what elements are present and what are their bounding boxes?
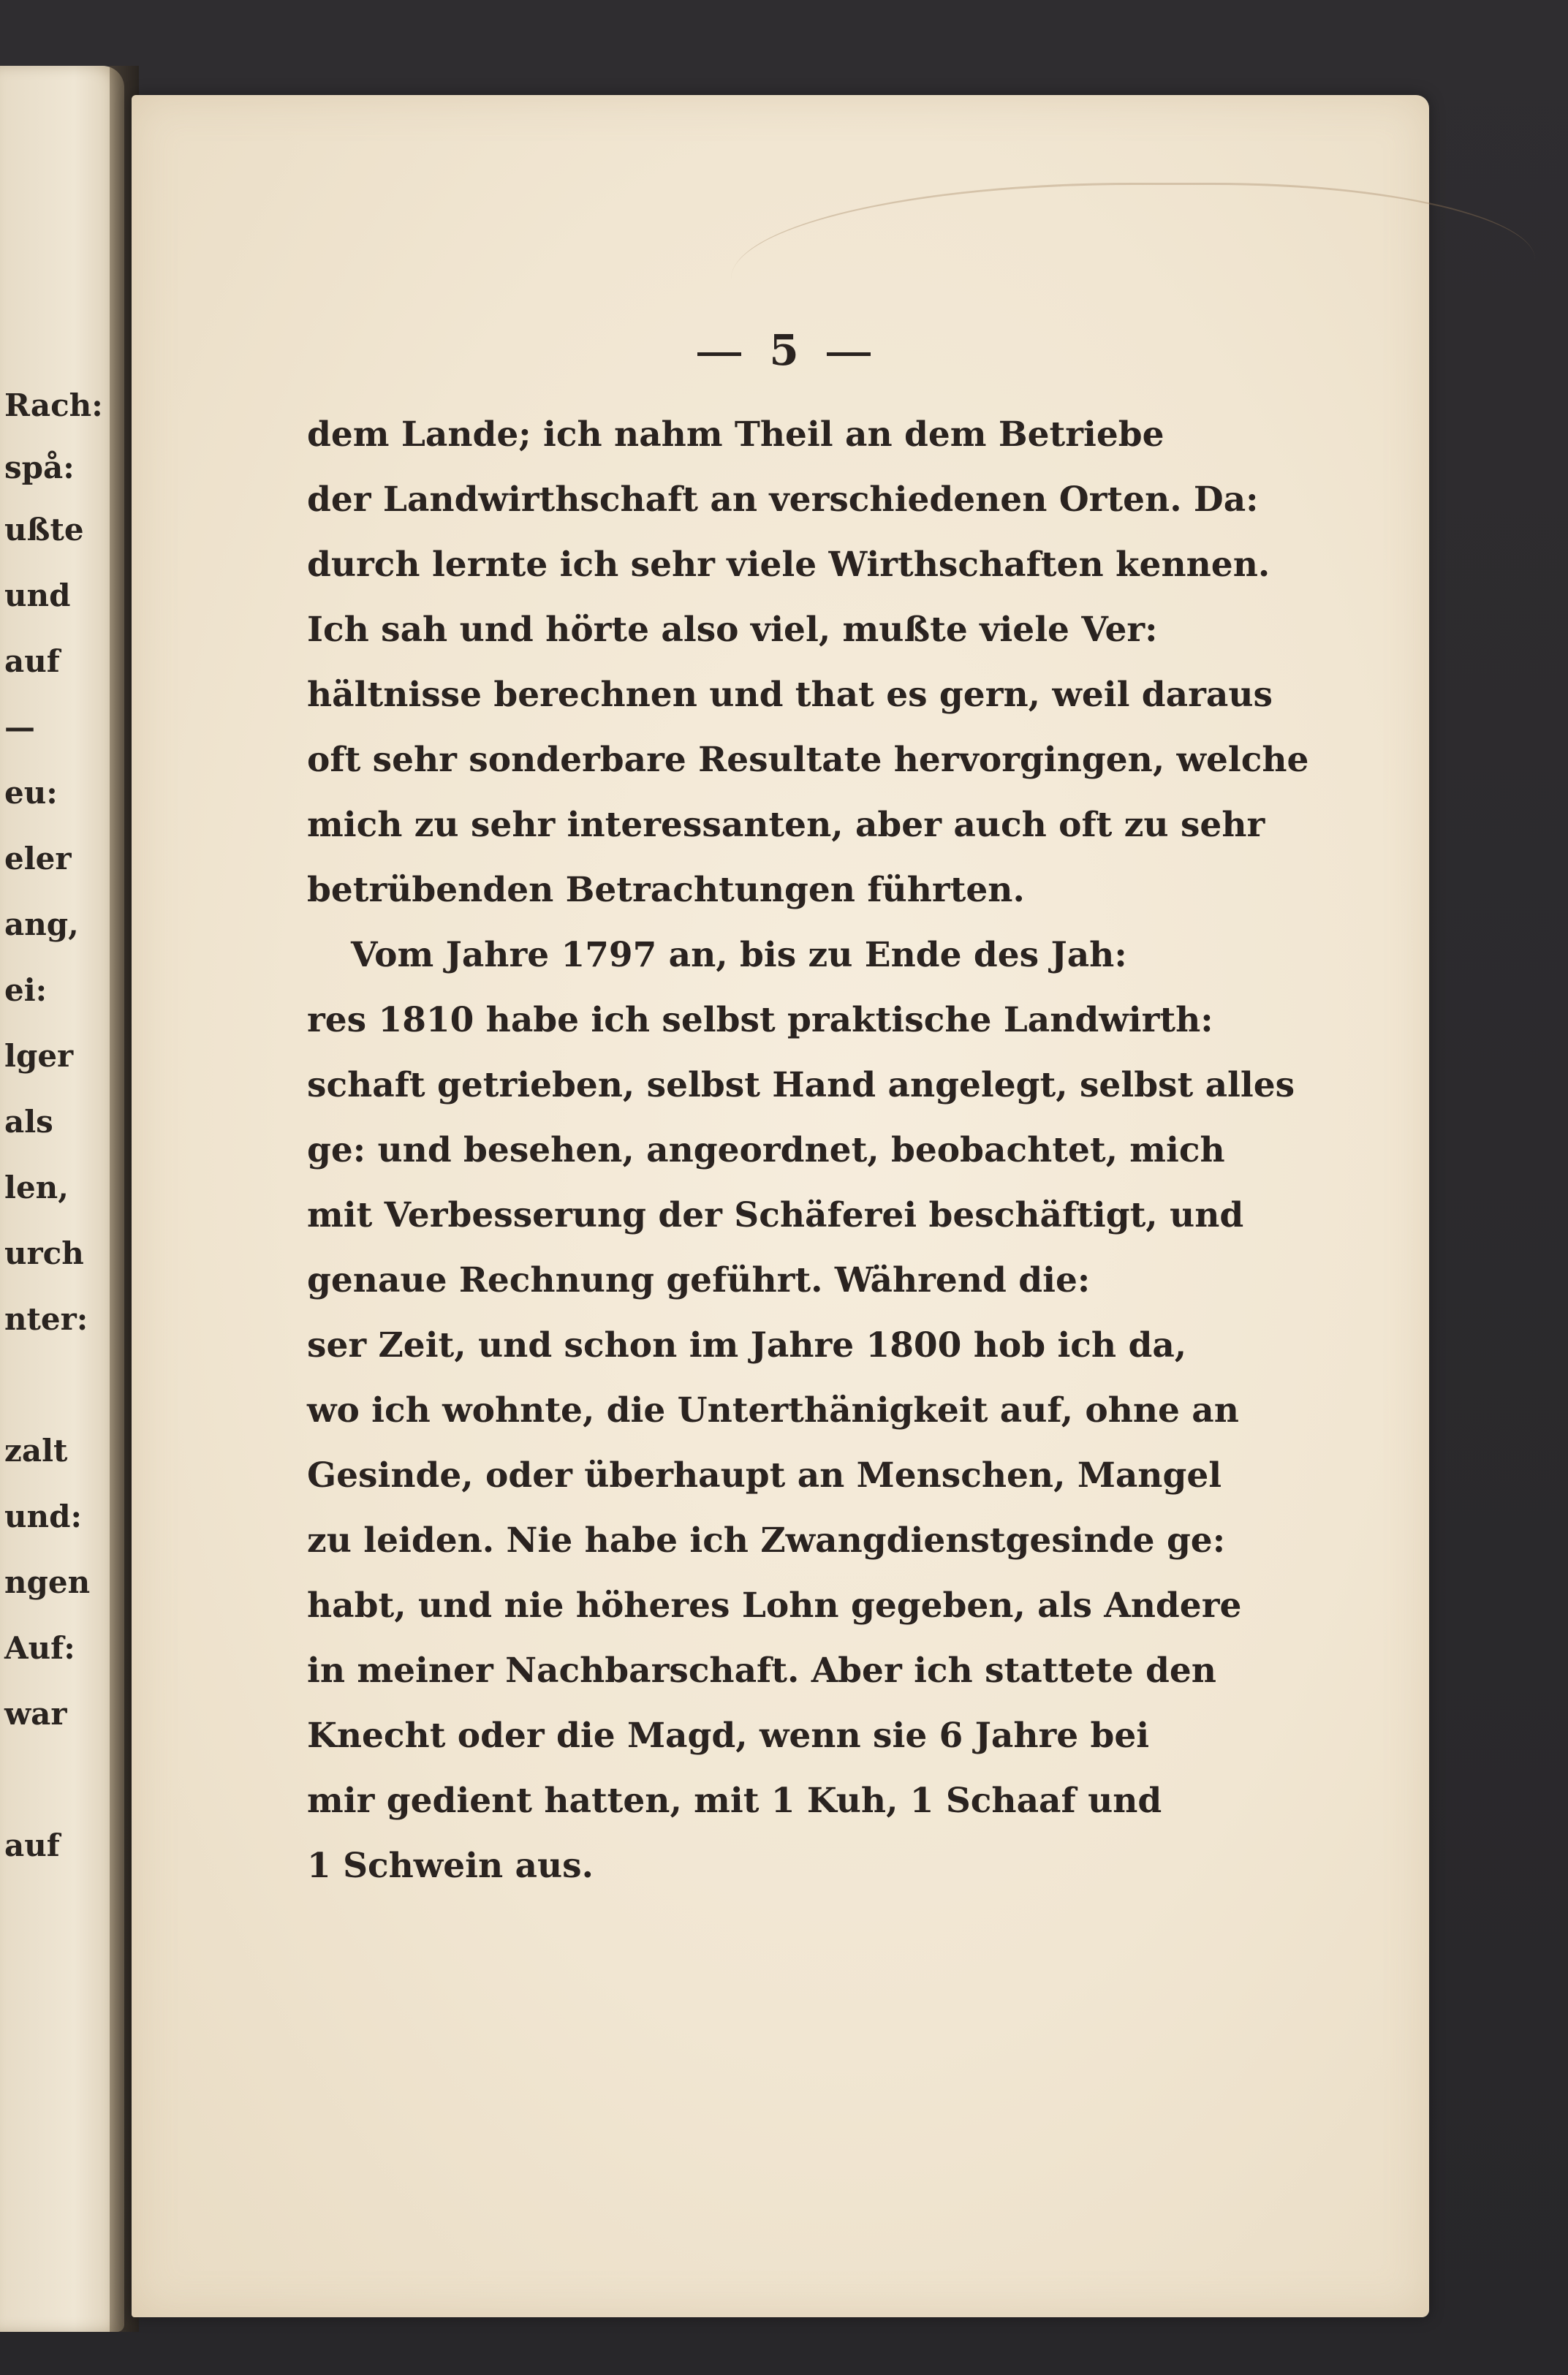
text-line: ge: und besehen, angeordnet, beobachtet, mich [307, 1130, 1225, 1170]
left-fragment: ußte [4, 512, 84, 548]
left-fragment: war [4, 1696, 67, 1732]
text-line: Ich sah und hörte also viel, mußte viele Ver: [307, 610, 1158, 650]
left-fragment: ei: [4, 972, 48, 1008]
left-fragment: len, [4, 1170, 69, 1205]
left-fragment: als [4, 1104, 53, 1140]
text-line: betrübenden Betrachtungen führten. [307, 870, 1025, 910]
paragraph-2 [307, 923, 1295, 1898]
text-line: oft sehr sonderbare Resultate hervorgingen, welche [307, 740, 1309, 780]
text-line: der Landwirthschaft an verschiedenen Orten. Da: [307, 480, 1259, 520]
paragraph-1 [307, 402, 1309, 923]
body-text [307, 402, 1309, 1898]
text-line: in meiner Nachbarschaft. Aber ich stattete den [307, 1651, 1216, 1691]
text-line: ser Zeit, und schon im Jahre 1800 hob ich da, [307, 1325, 1187, 1365]
text-line: habt, und nie höheres Lohn gegeben, als Andere [307, 1586, 1242, 1626]
left-fragment: auf [4, 1827, 60, 1863]
page-number [0, 325, 1568, 375]
left-fragment: spå: [4, 450, 75, 485]
left-fragment: Auf: [4, 1630, 75, 1666]
left-fragment: ngen [4, 1564, 91, 1600]
text-line: mir gedient hatten, mit 1 Kuh, 1 Schaaf und [307, 1781, 1162, 1821]
left-fragment: zalt [4, 1433, 68, 1469]
text-line: Vom Jahre 1797 an, bis zu Ende des Jah: [351, 935, 1127, 975]
dash-right [827, 352, 871, 356]
text-line: schaft getrieben, selbst Hand angelegt, selbst alles [307, 1065, 1295, 1105]
text-line: Knecht oder die Magd, wenn sie 6 Jahre bei [307, 1716, 1150, 1756]
text-line: 1 Schwein aus. [307, 1846, 594, 1886]
text-line: Gesinde, oder überhaupt an Menschen, Mangel [307, 1455, 1222, 1496]
left-fragment: nter: [4, 1301, 88, 1337]
text-line: genaue Rechnung geführt. Während die: [307, 1260, 1091, 1300]
text-line: mich zu sehr interessanten, aber auch oft zu sehr [307, 805, 1265, 845]
left-fragment: — [4, 709, 35, 745]
text-line: zu leiden. Nie habe ich Zwangdienstgesinde ge: [307, 1520, 1226, 1561]
left-fragment: und [4, 577, 71, 613]
page-number-value: 5 [769, 325, 799, 375]
left-fragment: lger [4, 1038, 74, 1074]
left-fragment: eu: [4, 775, 58, 811]
text-line: res 1810 habe ich selbst praktische Landwirth: [307, 1000, 1213, 1040]
left-fragment: urch [4, 1235, 84, 1271]
left-fragment: eler [4, 841, 72, 876]
dash-left [697, 352, 741, 356]
left-fragment: Rach: [4, 387, 103, 423]
text-line: wo ich wohnte, die Unterthänigkeit auf, ohne an [307, 1390, 1239, 1431]
left-fragment: ang, [4, 906, 79, 942]
text-line: dem Lande; ich nahm Theil an dem Betriebe [307, 414, 1164, 455]
left-fragment: auf [4, 643, 60, 679]
left-fragment: und: [4, 1499, 82, 1534]
text-line: hältnisse berechnen und that es gern, weil daraus [307, 675, 1273, 715]
text-line: mit Verbesserung der Schäferei beschäftigt, und [307, 1195, 1244, 1235]
text-line: durch lernte ich sehr viele Wirthschaften kennen. [307, 545, 1270, 585]
